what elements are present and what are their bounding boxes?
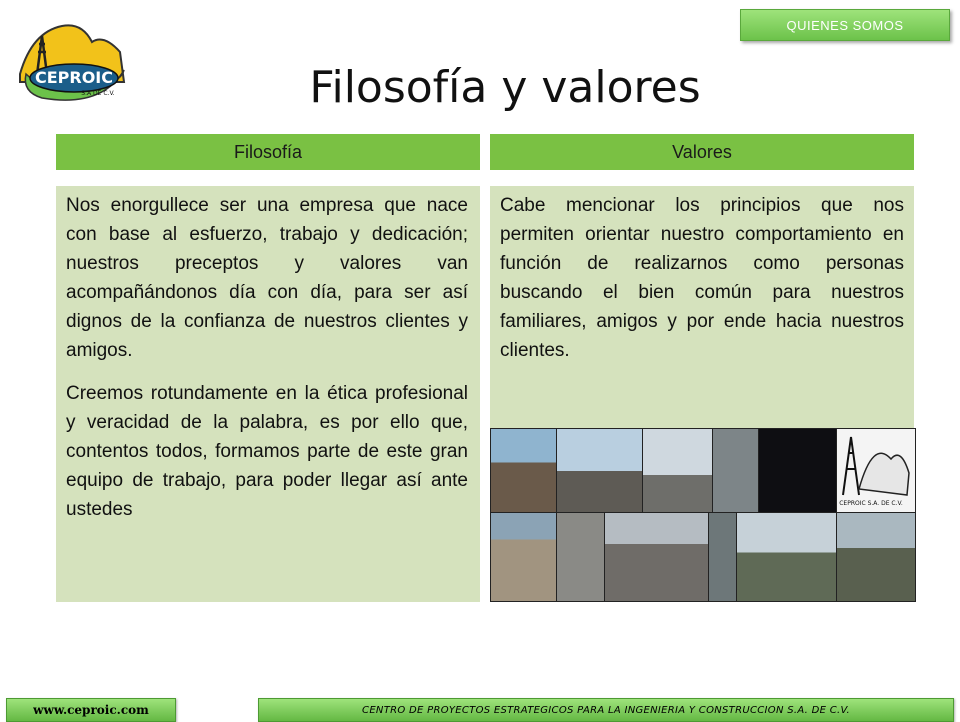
company-name: CENTRO DE PROYECTOS ESTRATEGICOS PARA LA INGENIERIA Y CONSTRUCCION S.A. DE C.V. — [362, 704, 850, 716]
logo-text: CEPROIC — [34, 68, 114, 87]
collage-photo-10 — [736, 512, 838, 602]
collage-photo-5 — [758, 428, 838, 514]
collage-photo-8 — [604, 512, 710, 602]
valores-text: Cabe mencionar los principios que nos permiten orientar nuestro comportamiento en función de realizarnos como personas buscando el bien común para nuestros familiares, amigos y por ende hacia nuestros clientes. — [500, 195, 904, 361]
collage-logo-text: CEPROIC S.A. DE C.V. — [839, 500, 903, 507]
collage-photo-9 — [708, 512, 738, 602]
logo-subtext: S.A DE C.V. — [81, 90, 115, 97]
photo-collage — [490, 428, 914, 600]
collage-photo-2 — [556, 428, 644, 514]
filosofia-header: Filosofía — [56, 134, 480, 170]
website-url[interactable]: www.ceproic.com — [33, 703, 149, 717]
page-title: Filosofía y valores — [309, 62, 701, 113]
website-link[interactable] — [6, 698, 176, 722]
collage-photo-11 — [836, 512, 916, 602]
collage-photo-3 — [642, 428, 714, 514]
collage-photo-4 — [712, 428, 760, 514]
collage-photo-1 — [490, 428, 558, 514]
filosofia-paragraph-2: Creemos rotundamente en la ética profesional y veracidad de la palabra, es por ello que, contentos todos, formamos parte de este gran equipo de trabajo, para poder llegar así ante ustedes — [66, 383, 468, 520]
company-name-banner — [258, 698, 954, 722]
filosofia-paragraph-1: Nos enorgullece ser una empresa que nace con base al esfuerzo, trabajo y dedicación; nuestros preceptos y valores van acompañándonos día con día, para ser así dignos de la confianza de nuestros clientes y amigos. — [66, 195, 468, 361]
filosofia-text — [66, 191, 468, 524]
valores-header: Valores — [490, 134, 914, 170]
collage-photo-7 — [556, 512, 606, 602]
collage-photo-6 — [490, 512, 558, 602]
collage-logo-photo — [836, 428, 916, 514]
quienes-somos-button[interactable]: QUIENES SOMOS — [740, 9, 950, 41]
